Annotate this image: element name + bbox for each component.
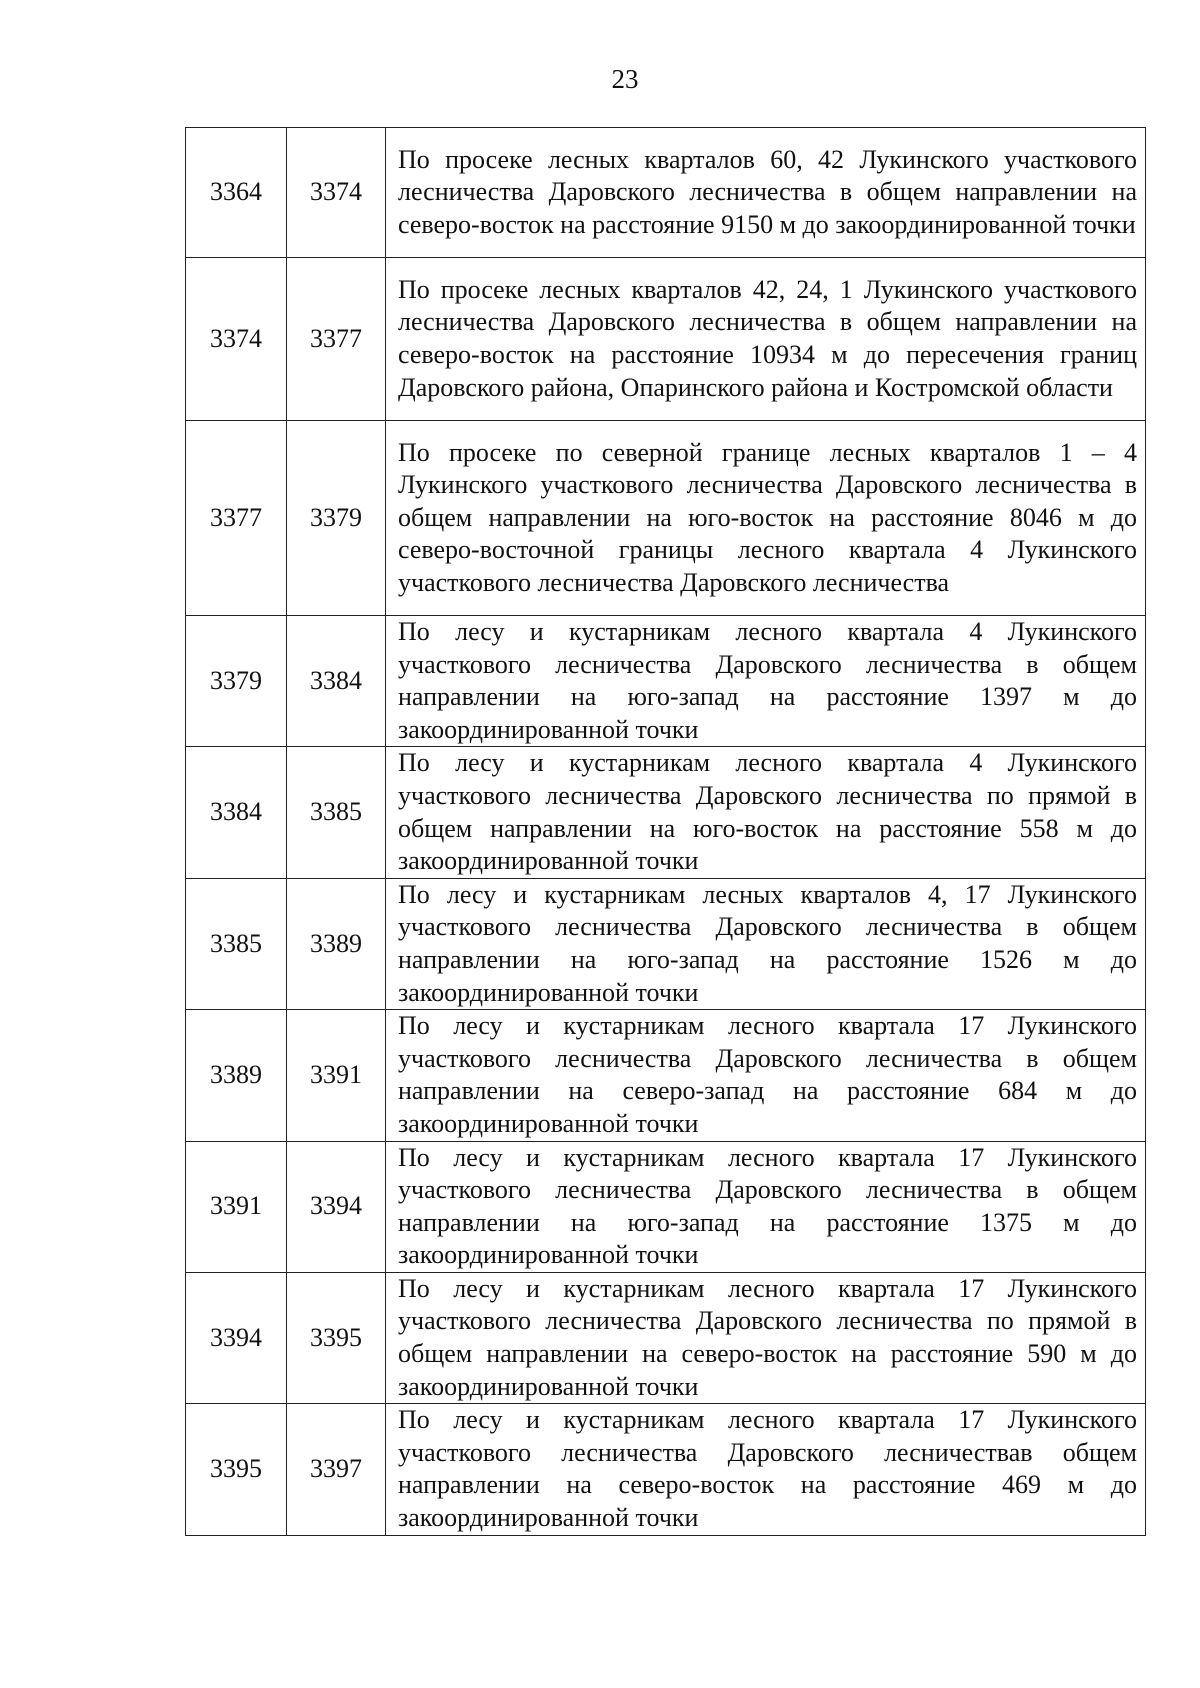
description-cell: По лесу и кустарникам лесного квартала 17 Лукинского участкового лесничества Даровского лесничества в общем направлении на юго-запад на расстояние 1375 м до закоординированной точки <box>386 1141 1146 1272</box>
to-point-cell: 3394 <box>287 1141 386 1272</box>
from-point-cell: 3377 <box>186 421 287 616</box>
table-row <box>186 878 1146 1009</box>
description-cell: По лесу и кустарникам лесного квартала 17 Лукинского участкового лесничества Даровского лесничествав общем направлении на северо-восток на расстояние 469 м до закоординированной точки <box>386 1404 1146 1535</box>
from-point-cell: 3389 <box>186 1010 287 1141</box>
page-number: 23 <box>611 64 639 94</box>
from-point-cell: 3385 <box>186 878 287 1009</box>
description-cell: По лесу и кустарникам лесного квартала 17 Лукинского участкового лесничества Даровского лесничества в общем направлении на северо-запад на расстояние 684 м до закоординированной точки <box>386 1010 1146 1141</box>
to-point-cell: 3395 <box>287 1272 386 1403</box>
table-row <box>186 1404 1146 1535</box>
table-row <box>186 1272 1146 1403</box>
to-point-cell: 3377 <box>287 258 386 421</box>
description-cell: По лесу и кустарникам лесного квартала 17 Лукинского участкового лесничества Даровского лесничества по прямой в общем направлении на северо-восток на расстояние 590 м до закоординированной точки <box>386 1272 1146 1403</box>
table-row <box>186 258 1146 421</box>
to-point-cell: 3389 <box>287 878 386 1009</box>
description-cell: По лесу и кустарникам лесного квартала 4 Лукинского участкового лесничества Даровского лесничества в общем направлении на юго-запад на расстояние 1397 м до закоординированной точки <box>386 616 1146 747</box>
to-point-cell: 3374 <box>287 128 386 258</box>
table-row <box>186 747 1146 878</box>
table-row <box>186 421 1146 616</box>
boundary-description-table <box>185 127 1146 1536</box>
description-cell: По лесу и кустарникам лесных кварталов 4, 17 Лукинского участкового лесничества Даровского лесничества в общем направлении на юго-запад на расстояние 1526 м до закоординированной точки <box>386 878 1146 1009</box>
from-point-cell: 3394 <box>186 1272 287 1403</box>
from-point-cell: 3374 <box>186 258 287 421</box>
from-point-cell: 3391 <box>186 1141 287 1272</box>
description-cell: По просеке лесных кварталов 42, 24, 1 Лукинского участкового лесничества Даровского лесничества в общем направлении на северо-восток на расстояние 10934 м до пересечения границ Даровского района, Опаринского района и Костромской области <box>386 258 1146 421</box>
to-point-cell: 3379 <box>287 421 386 616</box>
from-point-cell: 3364 <box>186 128 287 258</box>
description-cell: По лесу и кустарникам лесного квартала 4 Лукинского участкового лесничества Даровского лесничества по прямой в общем направлении на юго-восток на расстояние 558 м до закоординированной точки <box>386 747 1146 878</box>
table-row <box>186 1141 1146 1272</box>
from-point-cell: 3384 <box>186 747 287 878</box>
to-point-cell: 3397 <box>287 1404 386 1535</box>
from-point-cell: 3395 <box>186 1404 287 1535</box>
table-row <box>186 128 1146 258</box>
from-point-cell: 3379 <box>186 616 287 747</box>
description-cell: По просеке по северной границе лесных кварталов 1 – 4 Лукинского участкового лесничества Даровского лесничества в общем направлении на юго-восток на расстояние 8046 м до северо-восточной границы лесного квартала 4 Лукинского участкового лесничества Даровского лесничества <box>386 421 1146 616</box>
to-point-cell: 3391 <box>287 1010 386 1141</box>
to-point-cell: 3384 <box>287 616 386 747</box>
table-row <box>186 1010 1146 1141</box>
table-row <box>186 616 1146 747</box>
to-point-cell: 3385 <box>287 747 386 878</box>
description-cell: По просеке лесных кварталов 60, 42 Лукинского участкового лесничества Даровского лесничества в общем направлении на северо-восток на расстояние 9150 м до закоординированной точки <box>386 128 1146 258</box>
